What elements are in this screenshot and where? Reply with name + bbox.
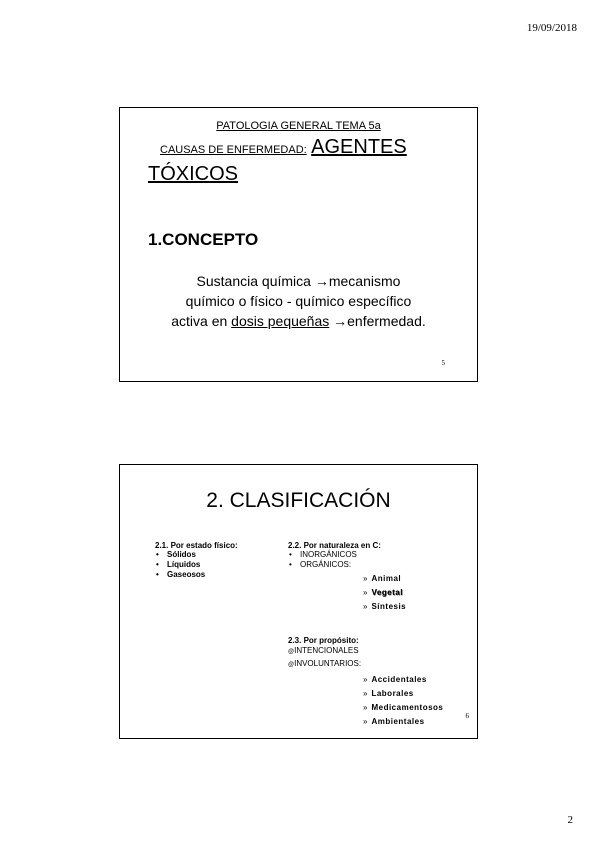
slide-6 bbox=[119, 464, 478, 739]
arrow-icon: → bbox=[333, 313, 348, 329]
subtitle-line bbox=[160, 136, 407, 159]
subtitle-small: CAUSAS DE ENFERMEDAD: bbox=[160, 144, 307, 156]
definition-text: mecanismo bbox=[328, 273, 401, 289]
nature-title: 2.2. Por naturaleza en C: bbox=[288, 541, 381, 550]
purpose-item-label: INVOLUNTARIOS: bbox=[294, 659, 362, 668]
sub-list-item bbox=[363, 701, 443, 715]
definition-text: activa en bbox=[171, 313, 232, 329]
sub-list-item bbox=[363, 600, 406, 614]
sub-bullet-icon: » bbox=[363, 602, 368, 611]
list-item: • ORGÁNICOS: bbox=[288, 560, 406, 570]
classification-title: 2. CLASIFICACIÓN bbox=[206, 489, 391, 512]
sub-list-item bbox=[363, 673, 443, 687]
slide-number: 5 bbox=[441, 359, 445, 367]
definition-text: enfermedad. bbox=[347, 313, 426, 329]
concept-heading: 1.CONCEPTO bbox=[148, 230, 259, 249]
sub-item-label: Ambientales bbox=[371, 717, 425, 726]
sub-list-item bbox=[363, 572, 406, 586]
sub-item-label: Vegetal bbox=[371, 588, 403, 597]
purpose-title: 2.3. Por propósito: bbox=[288, 636, 359, 645]
list-item: • Sólidos bbox=[155, 550, 238, 560]
course-title: PATOLOGIA GENERAL TEMA 5a bbox=[216, 120, 381, 132]
subtitle-continuation: TÓXICOS bbox=[148, 163, 239, 185]
underlined-text: dosis pequeñas bbox=[231, 313, 330, 329]
slide-5 bbox=[119, 107, 478, 382]
sub-item-label: Síntesis bbox=[371, 602, 407, 611]
definition-text: Sustancia química bbox=[196, 273, 315, 289]
sub-bullet-icon: » bbox=[363, 574, 368, 583]
sub-list-item bbox=[363, 715, 443, 729]
subtitle-big: AGENTES bbox=[311, 136, 407, 158]
list-item bbox=[288, 645, 443, 658]
at-bullet-icon: @ bbox=[288, 662, 295, 668]
arrow-icon: → bbox=[314, 273, 329, 289]
at-bullet-icon: @ bbox=[288, 649, 295, 655]
sub-item-label: Medicamentosos bbox=[371, 703, 444, 712]
sub-bullet-icon: » bbox=[363, 675, 368, 684]
sub-bullet-icon: » bbox=[363, 703, 368, 712]
page-number: 2 bbox=[567, 814, 573, 826]
sub-item-label: Accidentales bbox=[371, 675, 427, 684]
list-item: • Gaseosos bbox=[155, 570, 238, 580]
sub-list-item bbox=[363, 586, 406, 600]
concept-definition bbox=[120, 271, 477, 331]
physical-state-section bbox=[155, 541, 238, 580]
print-date: 19/09/2018 bbox=[526, 22, 577, 34]
sub-list-item bbox=[363, 687, 443, 701]
purpose-section bbox=[288, 636, 443, 729]
sub-bullet-icon: » bbox=[363, 717, 368, 726]
purpose-item-label: INTENCIONALES bbox=[294, 646, 359, 655]
sub-item-label: Animal bbox=[371, 574, 402, 583]
list-item bbox=[288, 658, 443, 671]
definition-line-2: químico o físico - químico específico bbox=[185, 293, 412, 309]
list-item: • INORGÁNICOS bbox=[288, 550, 406, 560]
list-item: • Líquidos bbox=[155, 560, 238, 570]
slide-number: 6 bbox=[465, 712, 469, 720]
definition-line-3 bbox=[120, 311, 477, 331]
physical-state-title: 2.1. Por estado físico: bbox=[155, 541, 238, 550]
sub-bullet-icon: » bbox=[363, 588, 368, 597]
nature-section bbox=[288, 541, 406, 614]
definition-line-1 bbox=[120, 271, 477, 291]
sub-bullet-icon: » bbox=[363, 689, 368, 698]
sub-item-label: Laborales bbox=[371, 689, 414, 698]
